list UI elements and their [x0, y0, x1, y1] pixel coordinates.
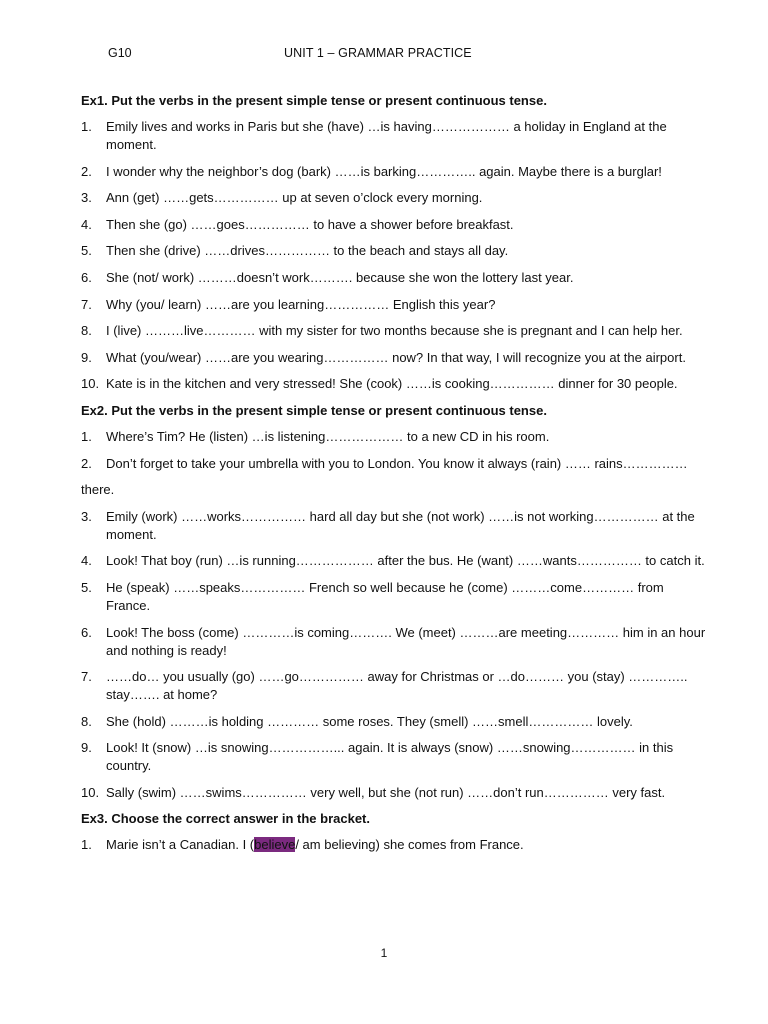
- list-item: [81, 428, 711, 446]
- item-number: 7.: [81, 296, 92, 312]
- list-item: [81, 322, 711, 340]
- item-number: 6.: [81, 624, 92, 640]
- exercise-3-title: Ex3. Choose the correct answer in the bracket.: [81, 811, 370, 827]
- exercise-1: [81, 92, 711, 393]
- grade-label: G10: [108, 46, 132, 60]
- item-text-before: Marie isn’t a Canadian. I (: [106, 837, 255, 853]
- item-text-after: / am believing) she comes from France.: [295, 837, 524, 853]
- item-text: [106, 837, 524, 852]
- highlighted-answer: believe: [254, 837, 296, 853]
- item-number: 3.: [81, 508, 92, 524]
- item-text: I wonder why the neighbor’s dog (bark) ……is barking………….. again. Maybe there is a burglar!: [106, 163, 662, 179]
- item-number: 5.: [81, 243, 92, 259]
- list-item: [81, 624, 711, 660]
- item-number: 9.: [81, 740, 92, 756]
- exercise-1-title: Ex1. Put the verbs in the present simple tense or present continuous tense.: [81, 93, 547, 108]
- list-item: [81, 508, 711, 544]
- exercise-2-title: Ex2. Put the verbs in the present simple tense or present continuous tense.: [81, 402, 547, 418]
- item-text: Look! That boy (run) …is running……………… after the bus. He (want) ……wants…………… to catch it.: [106, 553, 705, 569]
- list-item: [81, 118, 711, 154]
- item-number: 7.: [81, 669, 92, 685]
- exercise-2-list-b: [81, 508, 711, 802]
- list-item: [81, 375, 711, 393]
- item-text: Emily (work) ……works…………… hard all day but she (not work) ……is not working…………… at the moment.: [106, 508, 695, 542]
- item-number: 1.: [81, 428, 92, 444]
- item-text: Don’t forget to take your umbrella with you to London. You know it always (rain) …… rains……………: [106, 455, 688, 471]
- list-item: [81, 784, 711, 802]
- item-text: Kate is in the kitchen and very stressed! She (cook) ……is cooking…………… dinner for 30 people.: [106, 376, 678, 392]
- list-item: [81, 739, 711, 775]
- page-header: [108, 46, 668, 64]
- list-item: [81, 668, 711, 704]
- item-text: Emily lives and works in Paris but she (have) …is having……………… a holiday in England at the moment.: [106, 119, 667, 152]
- list-item: [81, 713, 711, 731]
- list-item: [81, 455, 711, 473]
- item-number: 8.: [81, 323, 92, 339]
- item-text: He (speak) ……speaks…………… French so well because he (come) ………come………… from France.: [106, 579, 664, 613]
- item-text: She (hold) ………is holding ………… some roses. They (smell) ……smell…………… lovely.: [106, 713, 633, 729]
- item-number: 4.: [81, 553, 92, 569]
- exercise-2-list-a: [81, 428, 711, 473]
- item-number: 5.: [81, 579, 92, 595]
- exercise-3-list: [81, 836, 711, 854]
- item-text: ……do… you usually (go) ……go…………… away for Christmas or …do……… you (stay) ………….. stay……. at home?: [106, 669, 688, 703]
- item-text: What (you/wear) ……are you wearing…………… now? In that way, I will recognize you at the airport.: [106, 349, 686, 365]
- exercise-1-list: [81, 118, 711, 393]
- page-number: 1: [380, 946, 388, 960]
- item-number: 2.: [81, 455, 92, 471]
- item-number: 1.: [81, 837, 92, 853]
- list-item: [81, 349, 711, 367]
- item-number: 10.: [81, 376, 100, 392]
- item-number: 6.: [81, 269, 92, 285]
- item-text: Sally (swim) ……swims…………… very well, but she (not run) ……don’t run…………… very fast.: [106, 784, 666, 800]
- list-item: [81, 552, 711, 570]
- item-text: Why (you/ learn) ……are you learning…………… English this year?: [106, 296, 496, 312]
- continuation-text: there.: [81, 482, 115, 498]
- item-text: Then she (drive) ……drives…………… to the beach and stays all day.: [106, 243, 509, 259]
- item-number: 10.: [81, 784, 100, 800]
- item-text: Look! It (snow) …is snowing……………... again. It is always (snow) ……snowing…………… in this country.: [106, 740, 674, 774]
- list-item: [81, 579, 711, 615]
- list-item: [81, 269, 711, 287]
- item-text: Look! The boss (come) …………is coming………. We (meet) ………are meeting………… him in an hour and nothing is ready!: [106, 624, 706, 658]
- item-number: 2.: [81, 163, 92, 179]
- item-text: Ann (get) ……gets…………… up at seven o’clock every morning.: [106, 190, 483, 206]
- list-item: [81, 296, 711, 314]
- item-text: I (live) ………live………… with my sister for two months because she is pregnant and I can help her.: [106, 323, 683, 339]
- item-number: 1.: [81, 119, 92, 134]
- worksheet-content: [81, 92, 711, 863]
- item-text: Where’s Tim? He (listen) …is listening……………… to a new CD in his room.: [106, 428, 550, 444]
- list-item: [81, 836, 711, 854]
- unit-title: UNIT 1 – GRAMMAR PRACTICE: [284, 46, 472, 60]
- list-item: [81, 242, 711, 260]
- item-number: 4.: [81, 216, 92, 232]
- exercise-2: [81, 402, 711, 802]
- list-item: [81, 163, 711, 181]
- item-text: Then she (go) ……goes…………… to have a shower before breakfast.: [106, 216, 514, 232]
- list-item: [81, 189, 711, 207]
- list-item: [81, 216, 711, 234]
- item-text: She (not/ work) ………doesn’t work………. because she won the lottery last year.: [106, 269, 574, 285]
- item-number: 3.: [81, 190, 92, 206]
- item-number: 8.: [81, 713, 92, 729]
- exercise-3: [81, 810, 711, 854]
- item-number: 9.: [81, 349, 92, 365]
